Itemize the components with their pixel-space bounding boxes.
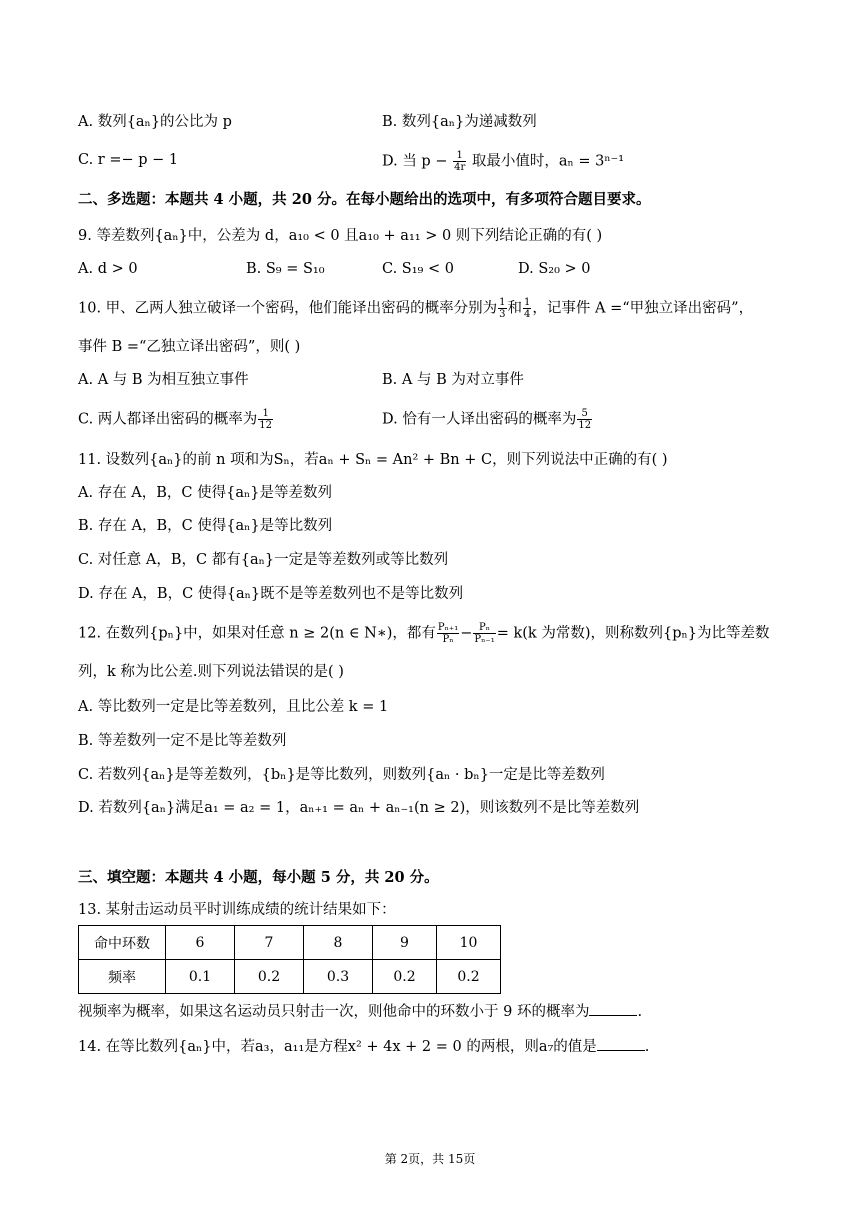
q10-option-c-prefix: C. 两人都译出密码的概率为 [78, 411, 258, 428]
q9-option-c: C. S₁₉ < 0 [382, 261, 454, 277]
q12-option-a: A. 等比数列一定是比等差数列，且比公差 k = 1 [78, 699, 389, 715]
section-2-heading: 二、多选题：本题共 4 小题，共 20 分。在每小题给出的选项中，有多项符合题目要求。 [78, 191, 651, 208]
q12-option-b: B. 等差数列一定不是比等差数列 [78, 733, 287, 749]
q11-option-b: B. 存在 A，B，C 使得{aₙ}是等比数列 [78, 518, 333, 534]
fraction-denominator: 12 [578, 420, 592, 431]
table-row [79, 926, 501, 960]
q10-option-a: A. A 与 B 为相互独立事件 [78, 372, 249, 388]
fraction-numerator: 5 [577, 408, 592, 420]
table-cell: 9 [373, 926, 437, 960]
q12-minus: − [460, 625, 473, 642]
q9-stem: 9. 等差数列{aₙ}中，公差为 d，a₁₀ < 0 且a₁₀ + a₁₁ > 0 则下列结论正确的有( ) [78, 228, 603, 244]
q12-stem-prefix: 12. 在数列{pₙ}中，如果对任意 n ≥ 2(n ∈ N∗)，都有 [78, 625, 436, 642]
q8-option-d-prefix: D. 当 p − [382, 153, 448, 170]
q13-question-text: 视频率为概率，如果这名运动员只射击一次，则他命中的环数小于 9 环的概率为 [78, 1004, 590, 1020]
q14-period: . [644, 1039, 650, 1055]
q12-stem [78, 622, 769, 645]
q8-option-d-fraction [453, 150, 466, 173]
q10-option-b: B. A 与 B 为对立事件 [382, 372, 524, 388]
q13-frequency-table [78, 925, 501, 994]
fraction-denominator: Pₙ₋₁ [474, 634, 495, 645]
fraction-denominator: 4 [524, 309, 531, 320]
q8-option-b: B. 数列{aₙ}为递减数列 [382, 114, 537, 130]
q12-stem-suffix: = k(k 为常数)，则称数列{pₙ}为比等差数 [496, 625, 770, 642]
fraction-denominator: 12 [259, 420, 273, 431]
q10-stem [78, 297, 753, 320]
table-cell: 7 [235, 926, 304, 960]
table-cell: 10 [437, 926, 501, 960]
table-cell: 6 [166, 926, 235, 960]
answer-blank [589, 1001, 637, 1016]
q14-question [78, 1036, 649, 1057]
q10-stem-and: 和 [507, 300, 523, 317]
q12-stem-line-2: 列，k 称为比公差.则下列说法错误的是( ) [78, 664, 344, 680]
fraction-numerator: 1 [258, 408, 273, 420]
q10-fraction-2 [523, 297, 531, 320]
table-cell: 命中环数 [79, 926, 166, 960]
fraction-denominator: 4r [454, 162, 466, 173]
table-cell: 0.2 [373, 960, 437, 994]
table-cell: 0.3 [304, 960, 373, 994]
page-footer: 第 2页，共 15页 [384, 1152, 476, 1166]
q8-option-c: C. r =− p − 1 [78, 152, 179, 168]
q8-option-a: A. 数列{aₙ}的公比为 p [78, 114, 232, 130]
q10-option-d [382, 408, 593, 431]
q10-stem-prefix: 10. 甲、乙两人独立破译一个密码，他们能译出密码的概率分别为 [78, 300, 498, 317]
q9-option-a: A. d > 0 [78, 261, 138, 277]
q12-option-c: C. 若数列{aₙ}是等差数列，{bₙ}是等比数列，则数列{aₙ · bₙ}一定是比等差数列 [78, 767, 605, 783]
fraction-numerator: 1 [524, 297, 531, 308]
table-cell: 0.1 [166, 960, 235, 994]
q10-option-c [78, 408, 274, 431]
table-cell: 8 [304, 926, 373, 960]
q12-option-d: D. 若数列{aₙ}满足a₁ = a₂ = 1，aₙ₊₁ = aₙ + aₙ₋₁(n ≥ 2)，则该数列不是比等差数列 [78, 800, 640, 816]
q13-period: . [637, 1004, 643, 1020]
q11-option-d: D. 存在 A，B，C 使得{aₙ}既不是等差数列也不是等比数列 [78, 586, 464, 602]
fraction-denominator: 3 [499, 309, 506, 320]
q10-stem-suffix: ，记事件 A =“甲独立译出密码”， [532, 300, 754, 317]
q8-option-d [382, 150, 624, 173]
fraction-numerator: 1 [499, 297, 506, 308]
table-cell: 频率 [79, 960, 166, 994]
q12-fraction-1 [437, 622, 459, 645]
table-cell: 0.2 [235, 960, 304, 994]
section-3-heading: 三、填空题：本题共 4 小题，每小题 5 分，共 20 分。 [78, 869, 439, 886]
q9-option-b: B. S₉ = S₁₀ [246, 261, 325, 277]
q10-stem-line-2: 事件 B =“乙独立译出密码”，则( ) [78, 339, 301, 355]
fraction-denominator: Pₙ [442, 634, 454, 645]
q14-question-text: 14. 在等比数列{aₙ}中，若a₃，a₁₁是方程x² + 4x + 2 = 0 的两根，则a₇的值是 [78, 1039, 597, 1055]
q10-fraction-1 [498, 297, 506, 320]
q10-option-d-prefix: D. 恰有一人译出密码的概率为 [382, 411, 577, 428]
fraction-numerator: 1 [453, 150, 466, 162]
q8-option-d-suffix: 取最小值时，aₙ = 3ⁿ⁻¹ [471, 153, 625, 170]
q10-option-c-fraction [258, 408, 273, 431]
table-cell: 0.2 [437, 960, 501, 994]
fraction-numerator: Pₙ₊₁ [437, 622, 459, 633]
q12-fraction-2 [473, 622, 495, 645]
q13-stem: 13. 某射击运动员平时训练成绩的统计结果如下： [78, 902, 396, 918]
q13-question [78, 1001, 642, 1022]
q11-option-c: C. 对任意 A，B，C 都有{aₙ}一定是等差数列或等比数列 [78, 552, 449, 568]
q11-stem: 11. 设数列{aₙ}的前 n 项和为Sₙ，若aₙ + Sₙ = An² + Bn + C，则下列说法中正确的有( ) [78, 452, 668, 468]
q9-option-d: D. S₂₀ > 0 [518, 261, 591, 277]
fraction-numerator: Pₙ [473, 622, 495, 634]
q11-option-a: A. 存在 A，B，C 使得{aₙ}是等差数列 [78, 485, 332, 501]
answer-blank [597, 1036, 645, 1051]
table-row [79, 960, 501, 994]
q10-option-d-fraction [577, 408, 592, 431]
